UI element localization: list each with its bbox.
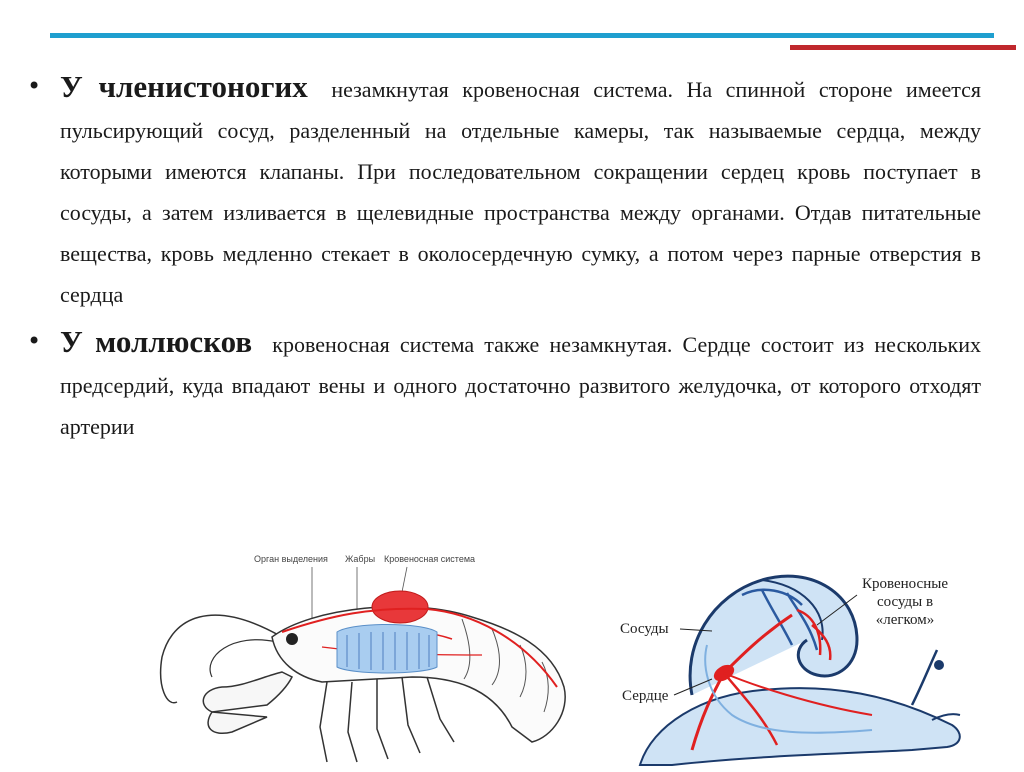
label-gills: Жабры [345, 554, 376, 564]
label-heart: Сердце [622, 688, 669, 704]
bullet-dot-icon: • [27, 72, 42, 100]
top-red-rule [790, 45, 1016, 50]
label-lung-vessels-line2: сосуды в [876, 594, 934, 610]
snail-figure [612, 555, 992, 767]
crayfish-illustration [152, 537, 580, 767]
label-lung-vessels-line3: «легком» [875, 612, 935, 628]
label-lung-vessels [862, 575, 948, 629]
bullet-lead-arthropods: У членистоногих [60, 69, 308, 104]
label-circulatory-system: Кровеносная система [384, 554, 476, 564]
crayfish-figure [152, 537, 580, 767]
bullet-text-mollusks: кровеносная система также незамкнутая. Сердце состоит из нескольких предсердий, куда впадают вены и одного достаточно развитого желудочка, от которого отходят артерии [60, 332, 982, 439]
label-lung-vessels-line1: Кровеносные [862, 576, 948, 592]
bullet-mollusks [27, 321, 981, 447]
bullet-dot-icon: • [27, 327, 42, 355]
label-excretory-organ: Орган выделения [254, 554, 328, 564]
slide-content [27, 66, 981, 447]
bullet-arthropods [27, 66, 981, 315]
bullet-text-arthropods: незамкнутая кровеносная система. На спинной стороне имеется пульсирующий сосуд, разделенный на отдельные камеры, так называемые сердца, между которыми имеются клапаны. При последовательном сокращении сердец кровь поступает в сосуды, а затем изливается в щелевидные пространства между органами. Отдав питательные вещества, кровь медленно стекает в околосердечную сумку, а потом через парные отверстия в сердца [60, 77, 981, 307]
top-blue-rule [50, 33, 994, 38]
label-vessels: Сосуды [620, 621, 669, 637]
bullet-lead-mollusks: У моллюсков [60, 324, 253, 359]
